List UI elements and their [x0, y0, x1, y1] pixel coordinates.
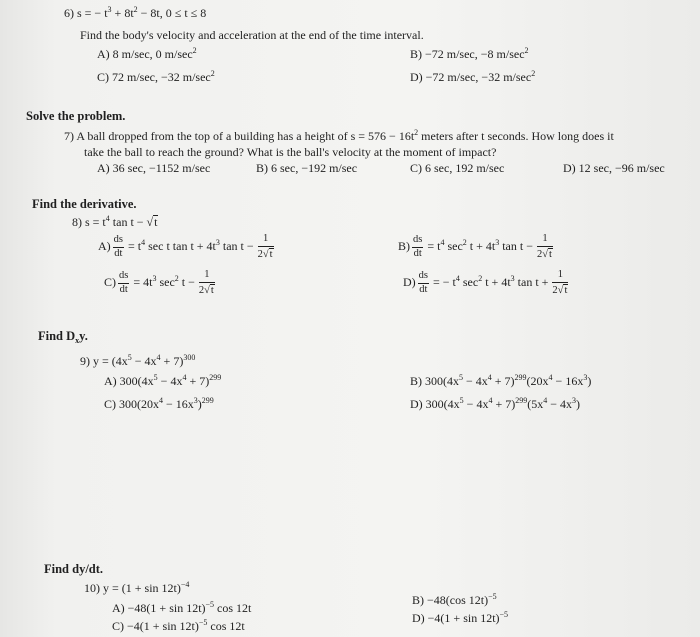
- q6-option-c[interactable]: C) 72 m/sec, −32 $m/\sec^2$: [97, 69, 215, 84]
- q7-option-b[interactable]: B) 6 sec, −192 m/sec: [256, 161, 358, 175]
- q8-option-c[interactable]: C) $\frac{ds}{dt}$ = $4t^3$ $\sec^2 t$ − $\frac{1}{2√t}$: [104, 269, 214, 296]
- q9-option-c[interactable]: C) $300(20x^4 - 16x^3)^{299}$: [104, 396, 214, 411]
- q9-option-b[interactable]: B) $300(4x^5 - 4x^4 + 7)^{299}(20x^4 - 16x^3)$: [410, 373, 592, 388]
- q7-option-d[interactable]: D) 12 sec, −96 m/sec: [563, 161, 665, 175]
- q10-option-b[interactable]: B) −48(cos 12t)$^{-5}$: [412, 592, 497, 607]
- q8-equation: 8) $s = t^4$ tan t − √t: [72, 214, 158, 229]
- q9-equation: 9) $y = (4x^5 - 4x^4 + 7)^{300}$: [80, 353, 196, 368]
- q9-option-a[interactable]: A) $300(4x^5 - 4x^4 + 7)^{299}$: [104, 373, 222, 388]
- q10-equation: 10) $y = (1 + \sin 12t)^{-4}$: [84, 580, 190, 595]
- q8-option-b[interactable]: B) $\frac{ds}{dt}$ = $t^4$ $\sec^2 t + 4t^3$ tan t − $\frac{1}{2√t}$: [398, 233, 552, 260]
- q7-text-line2: take the ball to reach the ground? What is the ball's velocity at the moment of impact?: [84, 145, 497, 159]
- q7-option-c[interactable]: C) 6 sec, 192 m/sec: [410, 161, 505, 175]
- q7-option-a[interactable]: A) 36 sec, −1152 m/sec: [97, 161, 211, 175]
- q6-option-a[interactable]: A) 8 m/sec, 0 $m/\sec^2$: [97, 46, 197, 61]
- q7-text-line1: 7) A ball dropped from the top of a building has a height of $s = 576 - 16t^2$ meters after t seconds. How long does it: [64, 128, 614, 143]
- q9-option-d[interactable]: D) $300(4x^5 - 4x^4 + 7)^{299}(5x^4 - 4x^3)$: [410, 396, 580, 411]
- q6-equation: 6) s = − $t^3 + 8t^2 - 8t$, 0 ≤ t ≤ 8: [64, 5, 207, 20]
- section-heading-derivative: Find the derivative.: [32, 197, 137, 211]
- q8-option-d[interactable]: D) $\frac{ds}{dt}$ = − $t^4$ $\sec^2 t + 4t^3$ tan t + $\frac{1}{2√t}$: [403, 269, 568, 296]
- q8-option-a[interactable]: A) $\frac{ds}{dt}$ = $t^4$ sec t $\tan t + 4t^3$ tan t − $\frac{1}{2√t}$: [98, 233, 273, 260]
- q6-option-d[interactable]: D) −72 m/sec, −32 $m/\sec^2$: [410, 69, 536, 84]
- q10-option-a[interactable]: $A) -48(1 + \sin 12t)^{-5}$ cos 12t: [112, 600, 252, 615]
- section-heading-dydt: Find dy/dt.: [44, 562, 104, 576]
- q10-option-c[interactable]: $C) -4(1 + \sin 12t)^{-5}$ cos 12t: [112, 618, 245, 633]
- section-heading-dxy: Find $D_xy$.: [38, 329, 88, 345]
- q6-option-b[interactable]: B) −72 m/sec, −8 $m/\sec^2$: [410, 46, 529, 61]
- q6-prompt: Find the body's velocity and acceleration at the end of the time interval.: [80, 28, 424, 42]
- section-heading-solve: Solve the problem.: [26, 109, 126, 123]
- q10-option-d[interactable]: $D) -4(1 + \sin 12t)^{-5}$: [412, 610, 509, 625]
